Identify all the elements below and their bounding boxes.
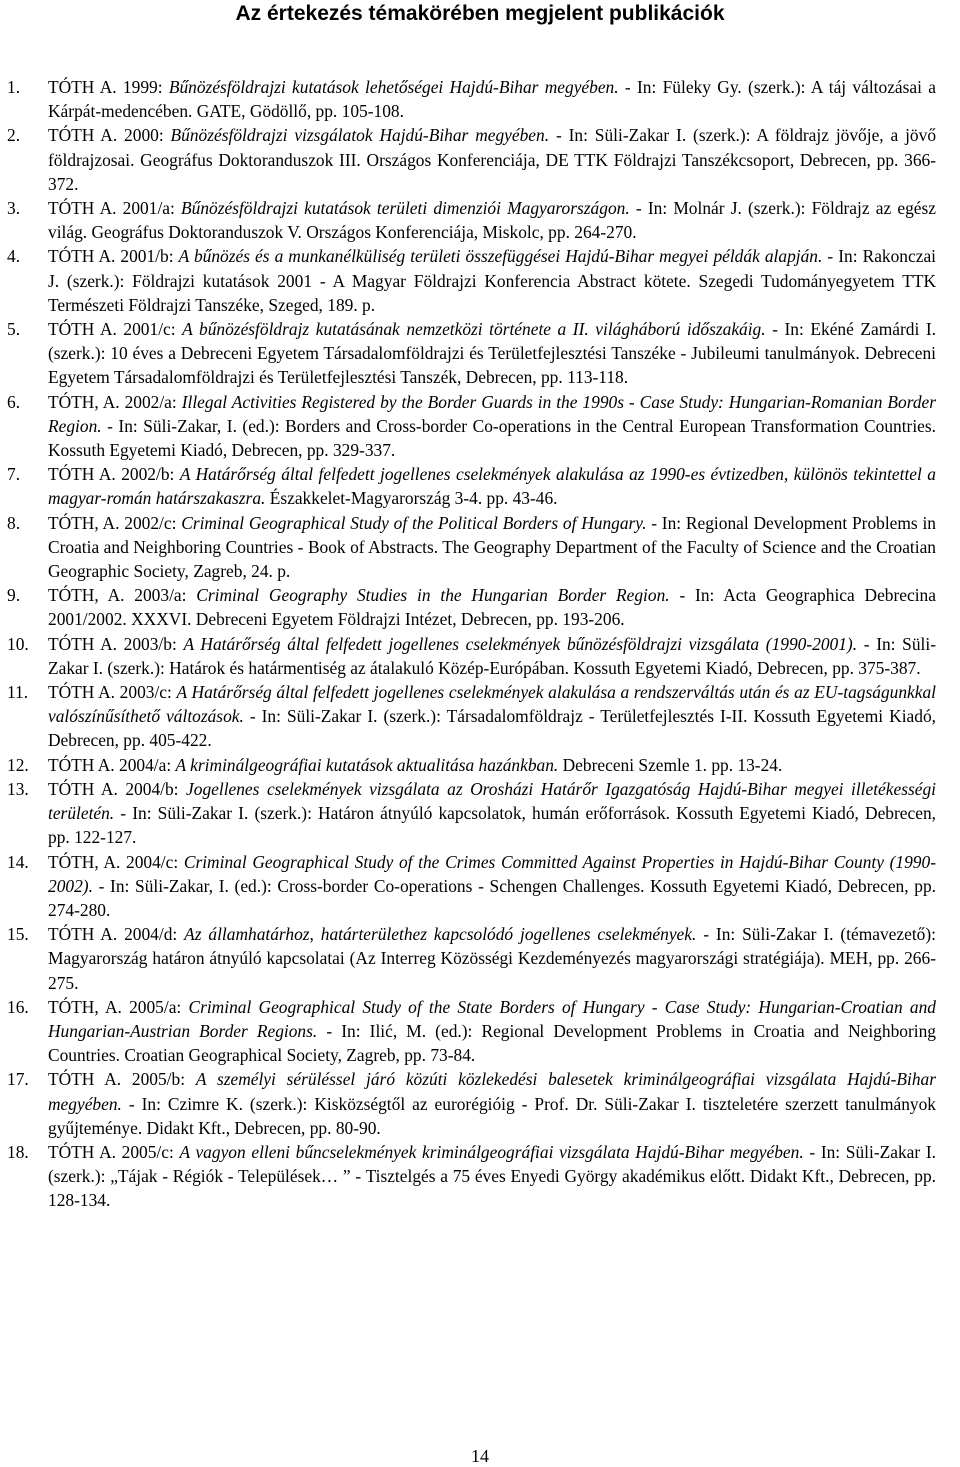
publication-entry	[0, 1140, 936, 1213]
entry-reference: - In: Süli-Zakar I. (szerk.): Határon átnyúló kapcsolatok, humán erőforrások. Kossuth Egyetemi Kiadó, Debrecen, pp. 122-127.	[48, 803, 936, 848]
entry-number: 5.	[7, 319, 21, 340]
entry-author-year: TÓTH A. 2001/b:	[48, 246, 179, 267]
publication-entry	[0, 850, 936, 923]
entry-reference: - In: Czimre K. (szerk.): Kisközségtől az eurorégióig - Prof. Dr. Süli-Zakar I. tiszteletére szerzett tanulmányok gyűjteménye. Didakt Kft., Debrecen, pp. 80-90.	[48, 1093, 936, 1138]
entry-reference: - In: Süli-Zakar I. (szerk.): Társadalomföldrajz - Területfejlesztés I-II. Kossuth Egyetemi Kiadó, Debrecen, pp. 405-422.	[48, 706, 936, 751]
entry-author-year: TÓTH A. 2004/b:	[48, 778, 187, 799]
entry-number: 12.	[7, 754, 29, 775]
entry-title: A bűnözés és a munkanélküliség területi összefüggései Hajdú-Bihar megyei példák alapján.	[178, 246, 823, 267]
entry-author-year: TÓTH, A. 2003/a:	[48, 585, 197, 606]
entry-author-year: TÓTH A. 2000:	[48, 125, 171, 146]
entry-author-year: TÓTH A. 2002/b:	[48, 464, 180, 485]
entry-number: 7.	[7, 464, 21, 485]
entry-title: A kriminálgeográfiai kutatások aktualitása hazánkban.	[175, 754, 559, 775]
publication-entry	[0, 1067, 936, 1140]
publication-entry	[0, 583, 936, 631]
publication-entry	[0, 995, 936, 1068]
entry-author-year: TÓTH A. 2004/a:	[48, 754, 176, 775]
entry-author-year: TÓTH A. 2003/b:	[48, 633, 184, 654]
entry-reference: - In: Ilić, M. (ed.): Regional Development Problems in Croatia and Neighboring Countries. Croatian Geographical Society, Zagreb, pp. 73-84.	[48, 1020, 936, 1066]
publication-entry	[0, 632, 936, 680]
publication-entry	[0, 75, 936, 123]
entry-reference: - In: Acta Geographica Debrecina 2001/2002. XXXVI. Debreceni Egyetem Földrajzi Intézet, Debrecen, pp. 193-206.	[48, 585, 936, 630]
entry-author-year: TÓTH A. 2004/d:	[48, 924, 185, 945]
entry-number: 6.	[7, 391, 21, 412]
entry-author-year: TÓTH A. 2005/b:	[48, 1069, 196, 1090]
entry-reference: Északkelet-Magyarország 3-4. pp. 43-46.	[265, 488, 558, 509]
entry-reference: - In: Füleky Gy. (szerk.): A táj változásai a Kárpát-medencében. GATE, Gödöllő, pp. 105-108.	[48, 77, 936, 122]
entry-title: Criminal Geographical Study of the State Borders of Hungary - Case Study: Hungarian-Croatian and Hungarian-Austrian Border Regions.	[48, 996, 937, 1041]
entry-number: 4.	[7, 246, 21, 267]
publication-entry	[0, 123, 936, 196]
entry-number: 16.	[7, 996, 29, 1017]
entry-title: Illegal Activities Registered by the Border Guards in the 1990s - Case Study: Hungarian-Romanian Border Region.	[48, 391, 936, 436]
entry-title: A vagyon elleni bűncselekmények kriminálgeográfiai vizsgálata Hajdú-Bihar megyében.	[179, 1141, 804, 1162]
entry-number: 2.	[7, 125, 21, 146]
entry-title: Criminal Geographical Study of the Crimes Committed Against Properties in Hajdú-Bihar County (1990-2002).	[48, 851, 936, 896]
entry-reference: - In: Süli-Zakar I. (szerk.): „Tájak - Régiók - Települések… ” - Tisztelgés a 75 éves Enyedi György akadémikus előtt. Didakt Kft., Debrecen, pp. 128-134.	[48, 1141, 936, 1211]
entry-number: 9.	[7, 585, 21, 606]
publication-entry	[0, 777, 936, 850]
entry-author-year: TÓTH A. 2001/c:	[48, 319, 183, 340]
publication-list	[0, 75, 960, 1213]
publication-entry	[0, 680, 936, 753]
entry-title: A Határőrség által felfedett jogellenes cselekmények alakulása a rendszerváltás után és az EU-tagságunkkal valószínűsíthető változások.	[48, 682, 936, 727]
entry-reference: Debreceni Szemle 1. pp. 13-24.	[558, 754, 783, 775]
entry-author-year: TÓTH A. 1999:	[48, 77, 169, 97]
entry-author-year: TÓTH, A. 2005/a:	[48, 996, 189, 1017]
entry-title: Jogellenes cselekmények vizsgálata az Orosházi Határőr Igazgatóság Hajdú-Bihar megyei illetékességi területén.	[48, 778, 936, 824]
entry-title: Criminal Geography Studies in the Hungarian Border Region.	[196, 585, 670, 606]
publication-entry	[0, 753, 936, 777]
entry-reference: - In: Süli-Zakar, I. (ed.): Borders and Cross-border Co-operations in the Central European Transformation Countries. Kossuth Egyetemi Kiadó, Debrecen, pp. 329-337.	[48, 415, 936, 461]
entry-reference: - In: Ekéné Zamárdi I. (szerk.): 10 éves a Debreceni Egyetem Társadalomföldrajzi és Területfejlesztési Tanszéke - Jubileumi tanulmányok. Debreceni Egyetem Társadalomföldrajzi és Területfejlesztési Tanszék, Debrecen, pp. 113-118.	[48, 319, 936, 388]
entry-number: 17.	[7, 1069, 29, 1090]
page-number: 14	[471, 1446, 489, 1466]
publication-entry	[0, 390, 936, 463]
entry-number: 13.	[7, 778, 29, 799]
publication-entry	[0, 511, 936, 584]
entry-reference: - In: Süli-Zakar I. (szerk.): Határok és határmentiség az átalakuló Közép-Európában. Kossuth Egyetemi Kiadó, Debrecen, pp. 375-387.	[48, 633, 936, 678]
entry-author-year: TÓTH, A. 2002/a:	[48, 391, 182, 412]
entry-reference: - In: Rakonczai J. (szerk.): Földrajzi kutatások 2001 - A Magyar Földrajzi Konferencia Abstract kötete. Szegedi Tudományegyetem TTK Természeti Földrajzi Tanszéke, Szeged, 189. p.	[48, 246, 936, 315]
publication-entry	[0, 317, 936, 390]
entry-reference: - In: Süli-Zakar, I. (ed.): Cross-border Co-operations - Schengen Challenges. Kossuth Egyetemi Kiadó, Debrecen, pp. 274-280.	[48, 875, 936, 920]
entry-author-year: TÓTH A. 2001/a:	[48, 198, 182, 219]
publication-entry	[0, 462, 936, 510]
entry-author-year: TÓTH, A. 2002/c:	[48, 512, 182, 533]
entry-title: A Határőrség által felfedett jogellenes cselekmények bűnözésföldrajzi vizsgálata (1990-2001).	[183, 633, 858, 654]
entry-title: Criminal Geographical Study of the Political Borders of Hungary.	[181, 512, 647, 533]
entry-author-year: TÓTH A. 2003/c:	[48, 682, 177, 703]
entry-title: A Határőrség által felfedett jogellenes cselekmények alakulása az 1990-es évtizedben, különös tekintettel a magyar-román határszakaszra.	[48, 464, 936, 509]
entry-title: Az államhatárhoz, határterülethez kapcsolódó jogellenes cselekmények.	[184, 924, 697, 945]
entry-reference: - In: Süli-Zakar I. (témavezető): Magyarország határon átnyúló kapcsolatai (Az Interreg Közösségi Kezdeményezés magyarországi stratégiája). MEH, pp. 266-275.	[48, 924, 936, 993]
entry-author-year: TÓTH, A. 2004/c:	[48, 851, 184, 872]
entry-number: 14.	[7, 851, 29, 872]
page-title: Az értekezés témakörében megjelent publikációk	[235, 2, 725, 25]
entry-number: 8.	[7, 512, 21, 533]
entry-reference: - In: Süli-Zakar I. (szerk.): A földrajz jövője, a jövő földrajzosai. Geográfus Doktoranduszok III. Országos Konferenciája, DE TTK Földrajzi Tanszékcsoport, Debrecen, pp. 366-372.	[48, 125, 937, 194]
publication-entry	[0, 244, 936, 317]
entry-title: Bűnözésföldrajzi kutatások lehetőségei Hajdú-Bihar megyében.	[168, 77, 619, 97]
entry-reference: - In: Regional Development Problems in Croatia and Neighboring Countries - Book of Abstracts. The Geography Department of the Faculty of Science and the Croatian Geographic Society, Zagreb, 24. p.	[48, 512, 936, 582]
publication-entry	[0, 922, 936, 995]
entry-title: Bűnözésföldrajzi kutatások területi dimenziói Magyarországon.	[181, 198, 630, 219]
publication-entry	[0, 196, 936, 244]
entry-number: 15.	[7, 924, 29, 945]
entry-number: 18.	[7, 1141, 29, 1162]
entry-title: A bűnözésföldrajz kutatásának nemzetközi története a II. világháború időszakáig.	[182, 319, 766, 340]
entry-reference: - In: Molnár J. (szerk.): Földrajz az egész világ. Geográfus Doktoranduszok V. Országos Konferenciája, Miskolc, pp. 264-270.	[48, 198, 936, 243]
entry-number: 1.	[7, 77, 21, 97]
entry-number: 3.	[7, 198, 21, 219]
entry-title: Bűnözésföldrajzi vizsgálatok Hajdú-Bihar megyében.	[170, 125, 550, 146]
entry-author-year: TÓTH A. 2005/c:	[48, 1141, 180, 1162]
entry-number: 10.	[7, 633, 29, 654]
entry-title: A személyi sérüléssel járó közúti közlekedési balesetek kriminálgeográfiai vizsgálata Hajdú-Bihar megyében.	[48, 1069, 937, 1114]
entry-number: 11.	[7, 682, 29, 703]
